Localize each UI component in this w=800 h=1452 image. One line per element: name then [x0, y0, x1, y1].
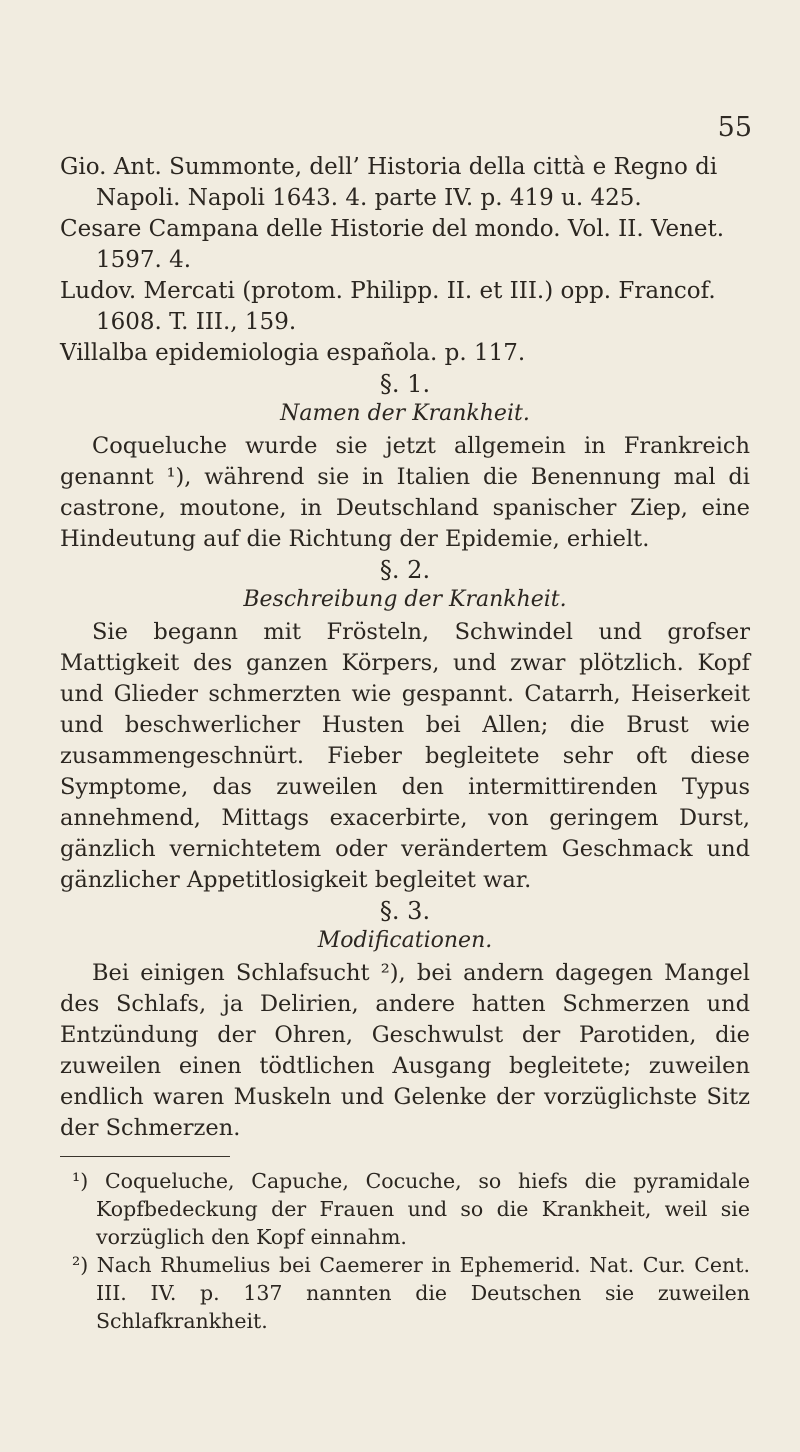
- section-2: [60, 555, 750, 896]
- reference-entry: Gio. Ant. Summonte, dell’ Historia della città e Regno di Napoli. Napoli 1643. 4. parte IV. p. 419 u. 425.: [60, 154, 718, 211]
- footnote: ²) Nach Rhumelius bei Caemerer in Ephemerid. Nat. Cur. Cent. III. IV. p. 137 nannten die Deutschen sie zuweilen Schlafkrankheit.: [72, 1253, 750, 1333]
- footnotes: [60, 1167, 750, 1335]
- section-3: [60, 896, 750, 1144]
- section-text: Bei einigen Schlafsucht ²), bei andern dagegen Mangel des Schlafs, ja Delirien, andere hatten Schmerzen und Entzündung der Ohren, Geschwulst der Parotiden, die zuweilen einen tödtlichen Ausgang begleitete; zuweilen endlich waren Muskeln und Gelenke der vorzüglichste Sitz der Schmerzen.: [60, 960, 750, 1141]
- section-1: [60, 369, 750, 555]
- footnote-divider: [60, 1156, 230, 1157]
- page-number: 55: [717, 112, 752, 143]
- section-title: Modificationen.: [317, 928, 493, 953]
- reference-entry: Ludov. Mercati (protom. Philipp. II. et III.) opp. Francof. 1608. T. III., 159.: [60, 278, 716, 335]
- reference-entry: Villalba epidemiologia española. p. 117.: [60, 340, 526, 366]
- section-text: Sie begann mit Frösteln, Schwindel und grofser Mattigkeit des ganzen Körpers, und zwar plötzlich. Kopf und Glieder schmerzten wie gespannt. Catarrh, Heiserkeit und beschwerlicher Husten bei Allen; die Brust wie zusammengeschnürt. Fieber begleitete sehr oft diese Symptome, das zuweilen den intermittirenden Typus annehmend, Mittags exacerbirte, von geringem Durst, gänzlich vernichtetem oder verändertem Geschmack und gänzlicher Appetitlosigkeit begleitet war.: [60, 619, 750, 893]
- section-title: Beschreibung der Krankheit.: [243, 587, 567, 612]
- section-title: Namen der Krankheit.: [280, 401, 530, 426]
- section-heading: §. 1.: [379, 370, 431, 398]
- section-heading: §. 3.: [379, 897, 431, 925]
- section-heading: §. 2.: [379, 556, 431, 584]
- page-body: [60, 100, 750, 1335]
- reference-list: [60, 152, 750, 369]
- reference-entry: Cesare Campana delle Historie del mondo. Vol. II. Venet. 1597. 4.: [60, 216, 725, 273]
- footnote: ¹) Coqueluche, Capuche, Cocuche, so hiefs die pyramidale Kopfbedeckung der Frauen und so die Krankheit, weil sie vorzüglich den Kopf einnahm.: [72, 1169, 750, 1249]
- section-text: Coqueluche wurde sie jetzt allgemein in Frankreich genannt ¹), während sie in Italien die Benennung mal di castrone, moutone, in Deutschland spanischer Ziep, eine Hindeutung auf die Richtung der Epidemie, erhielt.: [60, 433, 750, 552]
